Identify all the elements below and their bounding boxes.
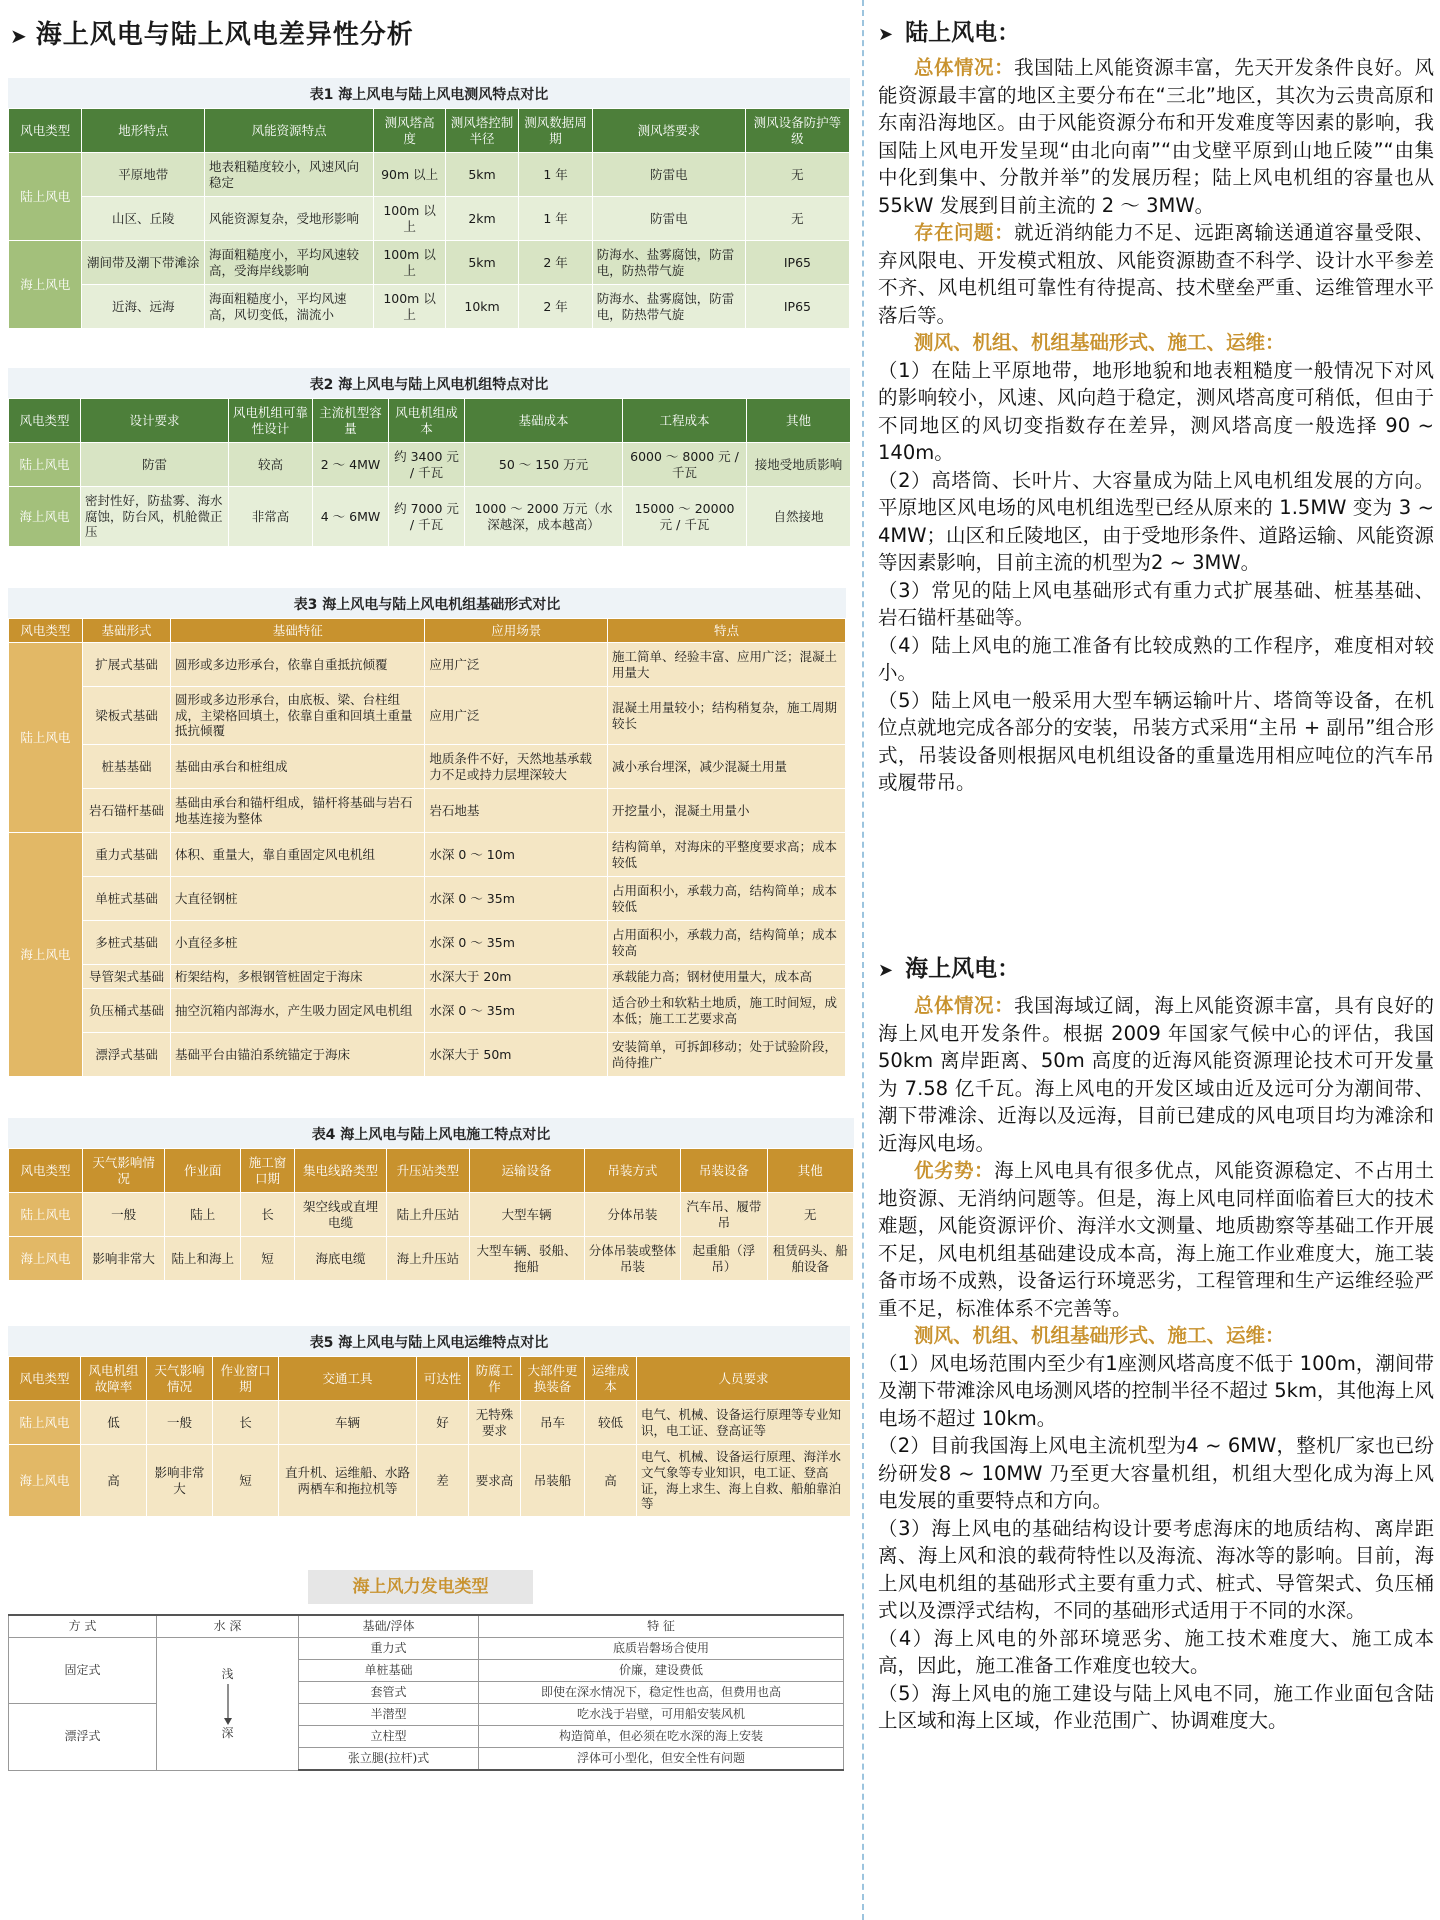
table-cell: 桩基基础 bbox=[82, 745, 170, 789]
table-header: 风电机组可靠性设计 bbox=[229, 399, 313, 443]
category-cell: 陆上风电 bbox=[9, 643, 83, 833]
table-cell: 一般 bbox=[83, 1193, 165, 1237]
table-cell: 汽车吊、履带吊 bbox=[681, 1193, 767, 1237]
table-cell: 接地受地质影响 bbox=[747, 443, 851, 487]
table4-caption: 表4 海上风电与陆上风电施工特点对比 bbox=[311, 1127, 551, 1143]
category-cell: 海上风电 bbox=[9, 833, 83, 1077]
table-cell: 吃水浅于岩壁，可用船安装风机 bbox=[479, 1704, 844, 1726]
table-cell: 底质岩磐场合使用 bbox=[479, 1638, 844, 1660]
table-row bbox=[9, 241, 850, 285]
table-cell: 重力式 bbox=[299, 1638, 479, 1660]
arrow-bullet-icon: ➤ bbox=[878, 960, 894, 981]
category-cell: 陆上风电 bbox=[9, 1401, 81, 1445]
table-cell: IP65 bbox=[745, 241, 849, 285]
table-cell: 较低 bbox=[585, 1401, 637, 1445]
table-header: 风电类型 bbox=[9, 1357, 81, 1401]
table-cell: 海上升压站 bbox=[387, 1237, 469, 1281]
table-header: 运输设备 bbox=[469, 1149, 584, 1193]
category-cell: 海上风电 bbox=[9, 1445, 81, 1517]
table-cell: 高 bbox=[585, 1445, 637, 1517]
column-divider bbox=[862, 0, 864, 1920]
table-header: 应用场景 bbox=[425, 619, 608, 643]
table-cell: 张立腿(拉杆)式 bbox=[299, 1748, 479, 1771]
table6-title: 海上风力发电类型 bbox=[308, 1570, 533, 1604]
table-cell: 岩石锚杆基础 bbox=[82, 789, 170, 833]
table5-caption: 表5 海上风电与陆上风电运维特点对比 bbox=[309, 1335, 549, 1351]
table-cell: 50 ～ 150 万元 bbox=[465, 443, 623, 487]
table1 bbox=[8, 108, 850, 329]
table-header: 风电类型 bbox=[9, 399, 81, 443]
table-header-row bbox=[9, 109, 850, 153]
table-cell: 重力式基础 bbox=[82, 833, 170, 877]
table-cell: 无 bbox=[745, 153, 849, 197]
offshore-overview bbox=[878, 992, 1434, 1157]
table-cell: 吊装船 bbox=[521, 1445, 585, 1517]
table-cell: 半潜型 bbox=[299, 1704, 479, 1726]
table-header: 运维成本 bbox=[585, 1357, 637, 1401]
table3-block bbox=[8, 588, 846, 1077]
table-row bbox=[9, 921, 846, 965]
depth-column bbox=[157, 1638, 299, 1771]
onshore-heading: ➤ 陆上风电： bbox=[878, 20, 1021, 46]
table-header: 方 式 bbox=[9, 1615, 157, 1638]
arrow-down-icon bbox=[222, 1682, 234, 1726]
table-header: 地形特点 bbox=[82, 109, 204, 153]
table-cell: 桁架结构，多根钢管桩固定于海床 bbox=[171, 965, 425, 989]
table-cell: 吊车 bbox=[521, 1401, 585, 1445]
table-cell: 防雷 bbox=[81, 443, 229, 487]
table-row bbox=[9, 1033, 846, 1077]
table-header: 基础特征 bbox=[171, 619, 425, 643]
table-header: 测风塔控制半径 bbox=[445, 109, 518, 153]
table-row bbox=[9, 285, 850, 329]
table-header: 基础/浮体 bbox=[299, 1615, 479, 1638]
table-header: 测风设备防护等级 bbox=[745, 109, 849, 153]
table-cell: 应用广泛 bbox=[425, 687, 608, 745]
offshore-section bbox=[878, 992, 1434, 1735]
page-title: ➤ 海上风电与陆上风电差异性分析 bbox=[10, 20, 414, 50]
table-cell: 开挖量小，混凝土用量小 bbox=[608, 789, 846, 833]
table-cell: 地表粗糙度较小，风速风向稳定 bbox=[204, 153, 373, 197]
section-label: 总体情况： bbox=[914, 56, 1015, 79]
list-item: （1）在陆上平原地带，地形地貌和地表粗糙度一般情况下对风的影响较小，风速、风向趋于稳定，测风塔高度可稍低，但由于不同地区的风切变指数存在差异，测风塔高度一般选择 90 ~ 140m。 bbox=[878, 358, 1434, 464]
table-cell: 长 bbox=[213, 1401, 279, 1445]
table-cell: 100m 以上 bbox=[374, 285, 445, 329]
table-header: 主流机型容量 bbox=[313, 399, 389, 443]
table-cell: 6000 ～ 8000 元 / 千瓦 bbox=[623, 443, 747, 487]
paragraph-text: 我国陆上风能资源丰富，先天开发条件良好。风能资源最丰富的地区主要分布在“三北”地区，其次为云贵高原和东南沿海地区。由于风能资源分布和开发难度等因素的影响，我国陆上风电开发呈现“由北向南”“由戈壁平原到山地丘陵”“由集中化到集中、分散并举”的发展历程；陆上风电机组的容量也从 55kW 发展到目前主流的 2 ～ 3MW。 bbox=[878, 56, 1434, 217]
table-cell: 水深 0 ～ 35m bbox=[425, 989, 608, 1033]
table-cell: 基础由承台和锚杆组成，锚杆将基础与岩石地基连接为整体 bbox=[171, 789, 425, 833]
table5 bbox=[8, 1356, 851, 1517]
table-cell: 2 年 bbox=[519, 285, 592, 329]
onshore-section bbox=[878, 54, 1434, 797]
table-row bbox=[9, 989, 846, 1033]
table-cell: 岩石地基 bbox=[425, 789, 608, 833]
table-cell: 体积、重量大，靠自重固定风电机组 bbox=[171, 833, 425, 877]
table-header: 升压站类型 bbox=[387, 1149, 469, 1193]
table-cell: 防雷电 bbox=[592, 153, 745, 197]
table-header: 测风塔要求 bbox=[592, 109, 745, 153]
table-header: 工程成本 bbox=[623, 399, 747, 443]
table-cell: 1 年 bbox=[519, 153, 592, 197]
table-cell: 海面粗糙度小，平均风速高，风切变低，湍流小 bbox=[204, 285, 373, 329]
table-row bbox=[9, 1445, 851, 1517]
table-cell: 短 bbox=[241, 1237, 294, 1281]
table-cell: 2 ～ 4MW bbox=[313, 443, 389, 487]
table-header: 集电线路类型 bbox=[294, 1149, 387, 1193]
table1-caption: 表1 海上风电与陆上风电测风特点对比 bbox=[309, 87, 549, 103]
category-cell: 陆上风电 bbox=[9, 443, 81, 487]
depth-shallow-label: 浅 bbox=[221, 1666, 234, 1681]
table-cell: 即使在深水情况下，稳定性也高，但费用也高 bbox=[479, 1682, 844, 1704]
table-header: 可达性 bbox=[417, 1357, 469, 1401]
table-cell: 高 bbox=[81, 1445, 147, 1517]
table-cell: 非常高 bbox=[229, 487, 313, 547]
table-header: 特点 bbox=[608, 619, 846, 643]
table4 bbox=[8, 1148, 854, 1281]
table-header: 测风数据周期 bbox=[519, 109, 592, 153]
table-header: 风能资源特点 bbox=[204, 109, 373, 153]
category-cell: 海上风电 bbox=[9, 241, 82, 329]
table-cell: 大直径钢桩 bbox=[171, 877, 425, 921]
table-cell: 减小承台埋深，减少混凝土用量 bbox=[608, 745, 846, 789]
table-header-row bbox=[9, 399, 851, 443]
table-header-row bbox=[9, 1149, 854, 1193]
table-cell: 大型车辆、驳船、拖船 bbox=[469, 1237, 584, 1281]
paragraph-text: 就近消纳能力不足、远距离输送通道容量受限、弃风限电、开发模式粗放、风能资源勘查不科学、设计水平参差不齐、风电机组可靠性有待提高、技术壁垒严重、运维管理水平落后等。 bbox=[878, 221, 1434, 327]
table-cell: 多桩式基础 bbox=[82, 921, 170, 965]
table-header: 人员要求 bbox=[637, 1357, 851, 1401]
table-row bbox=[9, 965, 846, 989]
table-cell: 单桩基础 bbox=[299, 1660, 479, 1682]
arrow-bullet-icon: ➤ bbox=[878, 24, 894, 45]
table-cell: 租赁码头、船舶设备 bbox=[767, 1237, 853, 1281]
table-cell: 低 bbox=[81, 1401, 147, 1445]
table-row bbox=[9, 745, 846, 789]
table-cell: 直升机、运维船、水路两栖车和拖拉机等 bbox=[279, 1445, 417, 1517]
table-cell: 2km bbox=[445, 197, 518, 241]
table-cell: 影响非常大 bbox=[147, 1445, 213, 1517]
table-cell: 平原地带 bbox=[82, 153, 204, 197]
table4-block bbox=[8, 1118, 854, 1281]
table-row bbox=[9, 1237, 854, 1281]
category-cell: 海上风电 bbox=[9, 1237, 83, 1281]
table-cell: 15000 ～ 20000 元 / 千瓦 bbox=[623, 487, 747, 547]
table-cell: 1 年 bbox=[519, 197, 592, 241]
list-item: （4）海上风电的外部环境恶劣、施工技术难度大、施工成本高，因此，施工准备工作难度也较大。 bbox=[878, 1626, 1434, 1677]
table-cell: 承载能力高；钢材使用量大，成本高 bbox=[608, 965, 846, 989]
table-cell: 无 bbox=[745, 197, 849, 241]
table-cell: 5km bbox=[445, 241, 518, 285]
table-cell: 山区、丘陵 bbox=[82, 197, 204, 241]
table-cell: 水深大于 20m bbox=[425, 965, 608, 989]
table-header: 吊装设备 bbox=[681, 1149, 767, 1193]
table-cell: 水深 0 ～ 35m bbox=[425, 921, 608, 965]
offshore-heading: ➤ 海上风电： bbox=[878, 956, 1021, 982]
table-header: 大部件更换装备 bbox=[521, 1357, 585, 1401]
table-row bbox=[9, 877, 846, 921]
table-cell: 水深 0 ～ 10m bbox=[425, 833, 608, 877]
onshore-items-label: 测风、机组、机组基础形式、施工、运维： bbox=[914, 331, 1285, 354]
table2-caption: 表2 海上风电与陆上风电机组特点对比 bbox=[309, 377, 549, 393]
table1-block bbox=[8, 78, 850, 329]
section-label: 总体情况： bbox=[914, 994, 1015, 1017]
table-cell: 安装简单，可拆卸移动；处于试验阶段，尚待推广 bbox=[608, 1033, 846, 1077]
table-header: 测风塔高度 bbox=[374, 109, 445, 153]
table-header: 基础形式 bbox=[82, 619, 170, 643]
section-label: 存在问题： bbox=[914, 221, 1015, 244]
table-header: 天气影响情况 bbox=[83, 1149, 165, 1193]
onshore-overview bbox=[878, 54, 1434, 219]
table-header: 天气影响情况 bbox=[147, 1357, 213, 1401]
table-cell: 密封性好，防盐雾、海水腐蚀，防台风，机舱微正压 bbox=[81, 487, 229, 547]
table-header: 作业窗口期 bbox=[213, 1357, 279, 1401]
table-cell: 差 bbox=[417, 1445, 469, 1517]
table-cell: 导管架式基础 bbox=[82, 965, 170, 989]
table-cell: 防海水、盐雾腐蚀，防雷电，防热带气旋 bbox=[592, 241, 745, 285]
table-header: 设计要求 bbox=[81, 399, 229, 443]
table-header-row bbox=[9, 1615, 844, 1638]
arrow-bullet-icon: ➤ bbox=[10, 24, 28, 48]
onshore-problems bbox=[878, 219, 1434, 329]
table3-caption: 表3 海上风电与陆上风电机组基础形式对比 bbox=[293, 597, 561, 613]
table-cell: 无特殊要求 bbox=[469, 1401, 521, 1445]
right-column bbox=[878, 0, 1434, 1920]
table-header: 其他 bbox=[747, 399, 851, 443]
table-cell: 近海、远海 bbox=[82, 285, 204, 329]
table3 bbox=[8, 618, 846, 1077]
table-header: 施工窗口期 bbox=[241, 1149, 294, 1193]
table-cell: 防海水、盐雾腐蚀，防雷电，防热带气旋 bbox=[592, 285, 745, 329]
table-cell: 90m 以上 bbox=[374, 153, 445, 197]
table-header: 交通工具 bbox=[279, 1357, 417, 1401]
table-header: 特 征 bbox=[479, 1615, 844, 1638]
table-row bbox=[9, 1638, 844, 1660]
table5-block bbox=[8, 1326, 850, 1517]
table-cell: 浮体可小型化，但安全性有问题 bbox=[479, 1748, 844, 1771]
table-cell: 影响非常大 bbox=[83, 1237, 165, 1281]
table-cell: 一般 bbox=[147, 1401, 213, 1445]
table-row bbox=[9, 487, 851, 547]
table-cell: 占用面积小，承载力高，结构简单；成本较低 bbox=[608, 877, 846, 921]
table-cell: 扩展式基础 bbox=[82, 643, 170, 687]
table-cell: 适合砂土和软粘土地质，施工时间短，成本低；施工工艺要求高 bbox=[608, 989, 846, 1033]
table-cell: 水深大于 50m bbox=[425, 1033, 608, 1077]
table-cell: 基础平台由锚泊系统锚定于海床 bbox=[171, 1033, 425, 1077]
list-item: （2）目前我国海上风电主流机型为4 ~ 6MW，整机厂家也已纷纷研发8 ~ 10MW 乃至更大容量机组，机组大型化成为海上风电发展的重要特点和方向。 bbox=[878, 1434, 1434, 1512]
list-item: （5）海上风电的施工建设与陆上风电不同，施工作业面包含陆上区域和海上区域，作业范围广、协调难度大。 bbox=[878, 1681, 1434, 1732]
table-cell: 单桩式基础 bbox=[82, 877, 170, 921]
table-cell: 车辆 bbox=[279, 1401, 417, 1445]
table-header: 风电机组故障率 bbox=[81, 1357, 147, 1401]
table-header: 风电类型 bbox=[9, 1149, 83, 1193]
table-cell: 5km bbox=[445, 153, 518, 197]
table-cell: 约 3400 元 / 千瓦 bbox=[389, 443, 465, 487]
table-header: 基础成本 bbox=[465, 399, 623, 443]
table-header: 作业面 bbox=[165, 1149, 241, 1193]
table-cell: 小直径多桩 bbox=[171, 921, 425, 965]
table6 bbox=[8, 1614, 844, 1771]
table-header: 风电类型 bbox=[9, 109, 82, 153]
offshore-items-label: 测风、机组、机组基础形式、施工、运维： bbox=[914, 1324, 1285, 1347]
table-row bbox=[9, 1401, 851, 1445]
table-row bbox=[9, 443, 851, 487]
table-cell: 陆上和海上 bbox=[165, 1237, 241, 1281]
table-cell: 1000 ～ 2000 万元（水深越深，成本越高） bbox=[465, 487, 623, 547]
table-header-row bbox=[9, 1357, 851, 1401]
table-cell: 水深 0 ～ 35m bbox=[425, 877, 608, 921]
table-cell: 潮间带及潮下带滩涂 bbox=[82, 241, 204, 285]
table2-block bbox=[8, 368, 850, 547]
table-cell: 好 bbox=[417, 1401, 469, 1445]
table-row bbox=[9, 1704, 844, 1726]
paragraph-text: 海上风电具有很多优点，风能资源稳定、不占用土地资源、无消纳问题等。但是，海上风电同样面临着巨大的技术难题，风能资源评价、海洋水文测量、地质勘察等基础工作开展不足，风电机组基础建设成本高，海上施工作业难度大，施工装备市场不成熟，设备运行环境恶劣，工程管理和生产运维经验严重不足，标准体系不完善等。 bbox=[878, 1159, 1434, 1320]
table-cell: 短 bbox=[213, 1445, 279, 1517]
list-item: （4）陆上风电的施工准备有比较成熟的工作程序，难度相对较小。 bbox=[878, 633, 1434, 684]
category-cell: 陆上风电 bbox=[9, 1193, 83, 1237]
table-header: 防腐工作 bbox=[469, 1357, 521, 1401]
table-cell: 无 bbox=[767, 1193, 853, 1237]
depth-deep-label: 深 bbox=[221, 1725, 234, 1740]
table-cell: 陆上升压站 bbox=[387, 1193, 469, 1237]
table-cell: 立柱型 bbox=[299, 1726, 479, 1748]
list-item: （5）陆上风电一般采用大型车辆运输叶片、塔筒等设备，在机位点就地完成各部分的安装，吊装方式采用“主吊 + 副吊”组合形式，吊装设备则根据风电机组设备的重量选用相应吨位的汽车吊或履带吊。 bbox=[878, 688, 1434, 794]
table-cell: 海面粗糙度小，平均风速较高，受海岸线影响 bbox=[204, 241, 373, 285]
table-header: 其他 bbox=[767, 1149, 853, 1193]
table-cell: 防雷电 bbox=[592, 197, 745, 241]
table-cell: 海底电缆 bbox=[294, 1237, 387, 1281]
table-cell: 抽空沉箱内部海水，产生吸力固定风电机组 bbox=[171, 989, 425, 1033]
table-row bbox=[9, 789, 846, 833]
table-header-row bbox=[9, 619, 846, 643]
table-cell: 应用广泛 bbox=[425, 643, 608, 687]
table-cell: 负压桶式基础 bbox=[82, 989, 170, 1033]
table-header: 吊装方式 bbox=[584, 1149, 681, 1193]
table-cell: 混凝土用量较小；结构稍复杂，施工周期较长 bbox=[608, 687, 846, 745]
list-item: （3）海上风电的基础结构设计要考虑海床的地质结构、离岸距离、海上风和浪的载荷特性以及海流、海冰等的影响。目前，海上风电机组的基础形式主要有重力式、桩式、导管架式、负压桶式以及漂浮式结构，不同的基础形式适用于不同的水深。 bbox=[878, 1516, 1434, 1622]
table-cell: 大型车辆 bbox=[469, 1193, 584, 1237]
category-cell: 陆上风电 bbox=[9, 153, 82, 241]
table-cell: 施工简单、经验丰富、应用广泛；混凝土用量大 bbox=[608, 643, 846, 687]
table-cell: 圆形或多边形承台，依靠自重抵抗倾覆 bbox=[171, 643, 425, 687]
table-cell: 基础由承台和桩组成 bbox=[171, 745, 425, 789]
table-cell: 电气、机械、设备运行原理等专业知识，电工证、登高证等 bbox=[637, 1401, 851, 1445]
table-cell: 100m 以上 bbox=[374, 197, 445, 241]
table-row bbox=[9, 153, 850, 197]
table-cell: 风能资源复杂，受地形影响 bbox=[204, 197, 373, 241]
table-cell: IP65 bbox=[745, 285, 849, 329]
table-cell: 地质条件不好，天然地基承载力不足或持力层埋深较大 bbox=[425, 745, 608, 789]
table-cell: 结构简单，对海床的平整度要求高；成本较低 bbox=[608, 833, 846, 877]
table-cell: 较高 bbox=[229, 443, 313, 487]
table-cell: 价廉，建设费低 bbox=[479, 1660, 844, 1682]
table-row bbox=[9, 1193, 854, 1237]
table-cell: 长 bbox=[241, 1193, 294, 1237]
table-cell: 套管式 bbox=[299, 1682, 479, 1704]
list-item: （2）高塔筒、长叶片、大容量成为陆上风电机组发展的方向。平原地区风电场的风电机组选型已经从原来的 1.5MW 变为 3 ~ 4MW；山区和丘陵地区，由于受地形条件、道路运输、风能资源等因素影响，目前主流的机型为2 ~ 3MW。 bbox=[878, 468, 1434, 574]
section-label: 优劣势： bbox=[914, 1159, 995, 1182]
table2 bbox=[8, 398, 851, 547]
table-row bbox=[9, 197, 850, 241]
table-header: 风电机组成本 bbox=[389, 399, 465, 443]
offshore-pros-cons bbox=[878, 1157, 1434, 1322]
table-cell: 陆上 bbox=[165, 1193, 241, 1237]
table-cell: 分体吊装 bbox=[584, 1193, 681, 1237]
table-row bbox=[9, 687, 846, 745]
floating-type-label: 漂浮式 bbox=[9, 1704, 157, 1771]
table-cell: 自然接地 bbox=[747, 487, 851, 547]
table-cell: 圆形或多边形承台，由底板、梁、台柱组成，主梁格回填土，依靠自重和回填土重量抵抗倾覆 bbox=[171, 687, 425, 745]
table-cell: 4 ～ 6MW bbox=[313, 487, 389, 547]
table-header: 风电类型 bbox=[9, 619, 83, 643]
table-cell: 约 7000 元 / 千瓦 bbox=[389, 487, 465, 547]
table-cell: 分体吊装或整体吊装 bbox=[584, 1237, 681, 1281]
table-cell: 10km bbox=[445, 285, 518, 329]
table-cell: 漂浮式基础 bbox=[82, 1033, 170, 1077]
table-cell: 占用面积小，承载力高，结构简单；成本较高 bbox=[608, 921, 846, 965]
list-item: （3）常见的陆上风电基础形式有重力式扩展基础、桩基基础、岩石锚杆基础等。 bbox=[878, 578, 1434, 629]
table-cell: 100m 以上 bbox=[374, 241, 445, 285]
table-cell: 起重船（浮吊） bbox=[681, 1237, 767, 1281]
table-cell: 要求高 bbox=[469, 1445, 521, 1517]
table-cell: 梁板式基础 bbox=[82, 687, 170, 745]
table-header: 水 深 bbox=[157, 1615, 299, 1638]
table-cell: 构造简单，但必须在吃水深的海上安装 bbox=[479, 1726, 844, 1748]
table-cell: 2 年 bbox=[519, 241, 592, 285]
table-row bbox=[9, 833, 846, 877]
fixed-type-label: 固定式 bbox=[9, 1638, 157, 1704]
table-cell: 电气、机械、设备运行原理、海洋水文气象等专业知识，电工证、登高证，海上求生、海上自救、船舶靠泊等 bbox=[637, 1445, 851, 1517]
list-item: （1）风电场范围内至少有1座测风塔高度不低于 100m，潮间带及潮下带滩涂风电场测风塔的控制半径不超过 5km，其他海上风电场不超过 10km。 bbox=[878, 1351, 1434, 1430]
paragraph-text: 我国海域辽阔，海上风能资源丰富，具有良好的海上风电开发条件。根据 2009 年国家气候中心的评估，我国 50km 离岸距离、50m 高度的近海风能资源理论技术可开发量为 7.58 亿千瓦。海上风电的开发区域由近及远可分为潮间带、潮下带滩涂、近海以及远海，目前已建成的风电项目均为滩涂和近海风电场。 bbox=[878, 994, 1434, 1155]
category-cell: 海上风电 bbox=[9, 487, 81, 547]
table-cell: 架空线或直埋电缆 bbox=[294, 1193, 387, 1237]
table-row bbox=[9, 643, 846, 687]
